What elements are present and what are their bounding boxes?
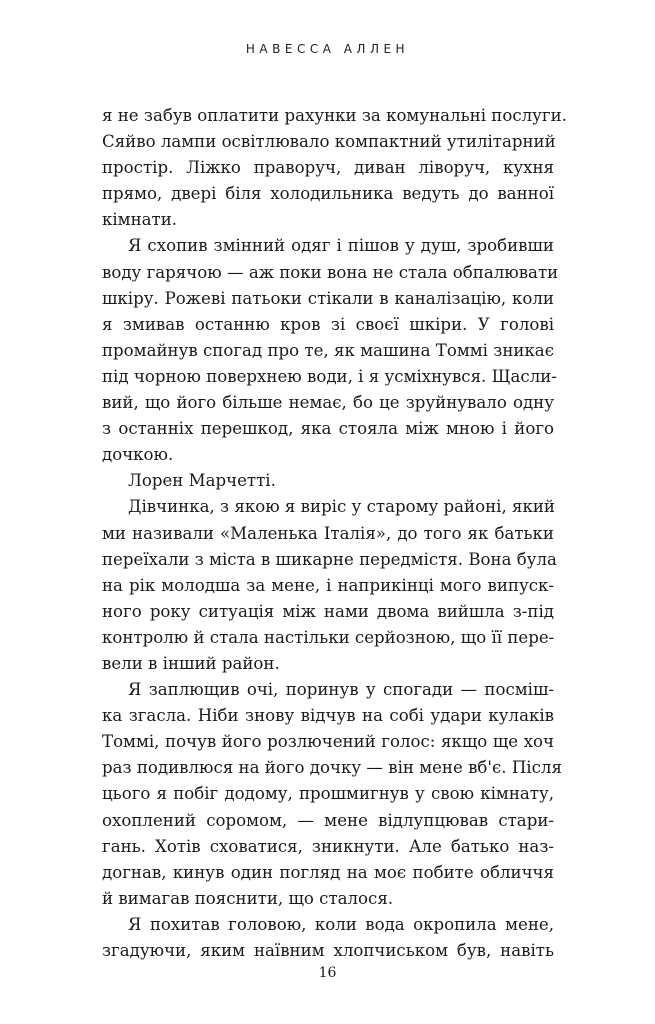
text-line: шкіру. Рожеві патьоки стікали в каналізацію, коли: [102, 288, 554, 308]
text-line: вели в інший район.: [102, 653, 280, 673]
text-line: переїхали з міста в шикарне передмістя. Вона була: [102, 549, 557, 569]
text-line: гань. Хотів сховатися, зникнути. Але батько наз-: [102, 836, 554, 856]
text-line: догнав, кинув один погляд на моє побите обличчя: [102, 862, 554, 882]
text-line: контролю й стала настільки серйозною, що її пере-: [102, 627, 555, 647]
text-line: раз подивлюся на його дочку — він мене вб'є. Після: [102, 758, 562, 778]
paragraph: [102, 103, 567, 233]
text-line: Я заплющив очі, поринув у спогади — посміш-: [128, 680, 554, 700]
text-line: Томмі, почув його розлючений голос: якщо ще хоч: [102, 732, 554, 752]
text-line: й вимагав пояснити, що сталося.: [102, 888, 394, 908]
text-line: простір. Ліжко праворуч, диван ліворуч, кухня: [102, 158, 554, 178]
text-line: згадуючи, яким наївним хлопчиськом був, навіть: [102, 941, 554, 960]
body-text: [102, 103, 567, 964]
text-line: ка згасла. Ніби знову відчув на собі удари кулаків: [102, 706, 554, 726]
text-line: кімнати.: [102, 210, 178, 230]
text-line: вий, що його більше немає, бо це зруйнувало одну: [102, 393, 554, 413]
text-line: під чорною поверхнею води, і я усміхнувся. Щасли-: [102, 366, 557, 386]
text-line: Дівчинка, з якою я виріс у старому районі, який: [128, 497, 555, 517]
text-line: Я похитав головою, коли вода окропила мене,: [128, 914, 554, 934]
text-line: промайнув спогад про те, як машина Томмі зникає: [102, 340, 554, 360]
text-line: охоплений соромом, — мене відлупцював стари-: [102, 810, 554, 830]
text-line: дочкою.: [102, 445, 174, 465]
paragraph: [102, 677, 562, 912]
paragraph: [102, 494, 557, 677]
text-line: Сяйво лампи освітлювало компактний утилітарний: [102, 132, 556, 152]
text-line: ми називали «Маленька Італія», до того як батьки: [102, 523, 554, 543]
text-line: ного року ситуація між нами двома вийшла з-під: [102, 601, 554, 621]
text-line: на рік молодша за мене, і наприкінці мого випуск-: [102, 575, 554, 595]
text-line: з останніх перешкод, яка стояла між мною і його: [102, 419, 554, 439]
text-line: воду гарячою — аж поки вона не стала обпалювати: [102, 262, 559, 282]
paragraph: [102, 233, 559, 468]
paragraph: [102, 468, 554, 494]
text-line: цього я побіг додому, прошмигнув у свою кімнату,: [102, 784, 554, 804]
text-line: я змивав останню кров зі своєї шкіри. У голові: [102, 314, 554, 334]
page-number: 16: [318, 965, 337, 981]
text-line: Лорен Марчетті.: [128, 471, 276, 491]
text-line: я не забув оплатити рахунки за комунальні послуги.: [102, 106, 567, 125]
running-header-author: НАВЕССА АЛЛЕН: [245, 42, 410, 56]
paragraph: [102, 912, 554, 964]
text-line: прямо, двері біля холодильника ведуть до ванної: [102, 184, 554, 204]
text-line: Я схопив змінний одяг і пішов у душ, зробивши: [128, 236, 554, 256]
